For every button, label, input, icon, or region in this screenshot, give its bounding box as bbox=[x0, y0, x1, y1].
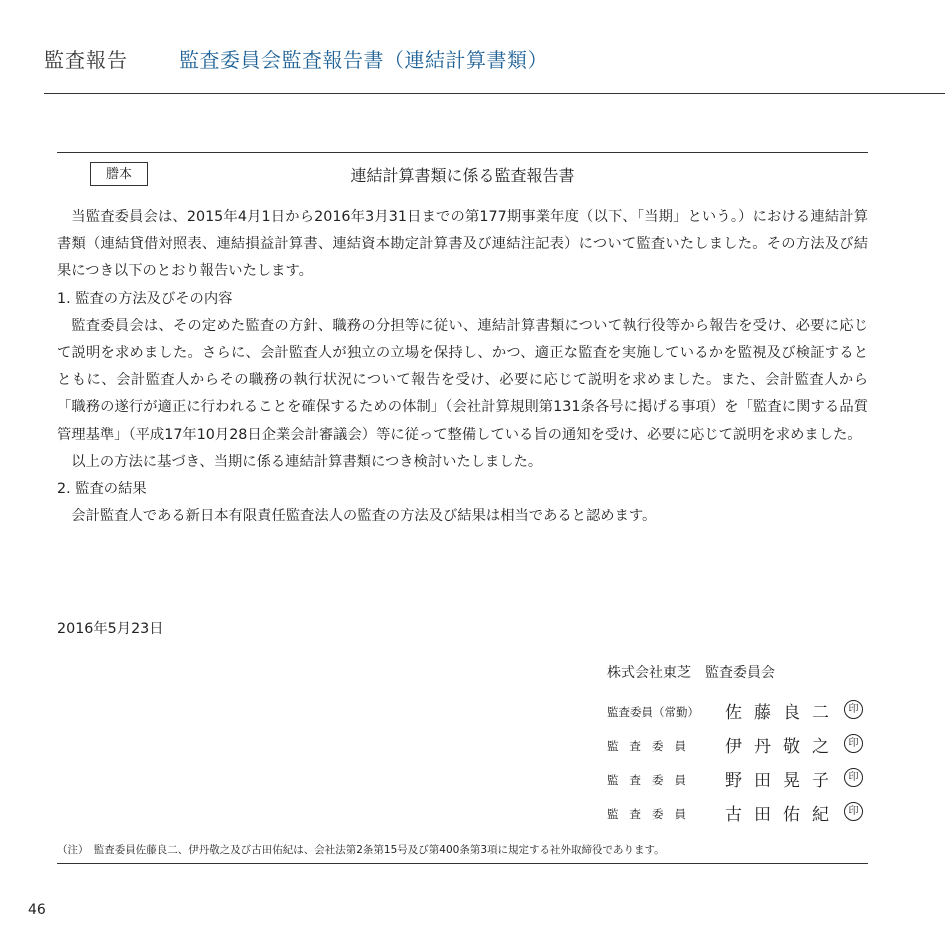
signer-row bbox=[607, 730, 877, 764]
section-heading-result: 2. 監査の結果 bbox=[57, 481, 147, 498]
seal-mark: 印 bbox=[844, 802, 863, 821]
page-header bbox=[44, 44, 904, 74]
committee-name: 株式会社東芝 監査委員会 bbox=[607, 665, 775, 681]
report-top-divider bbox=[57, 152, 868, 153]
report-date: 2016年5月23日 bbox=[57, 621, 164, 637]
signature-block bbox=[607, 696, 877, 832]
signer-row bbox=[607, 798, 877, 832]
report-bottom-divider bbox=[57, 863, 868, 864]
section-heading-method: 1. 監査の方法及びその内容 bbox=[57, 290, 233, 307]
seal-mark: 印 bbox=[844, 700, 863, 719]
signer-role: 監査委員 bbox=[607, 807, 697, 821]
signer-role: 監査委員（常勤） bbox=[607, 705, 699, 719]
signer-name: 佐藤良二 bbox=[725, 703, 841, 723]
section-label: 監査報告 bbox=[44, 48, 128, 72]
audit-report bbox=[57, 152, 868, 864]
signer-row bbox=[607, 696, 877, 730]
intro-paragraph: 当監査委員会は、2015年4月1日から2016年3月31日までの第177期事業年度（以下、「当期」という。）における連結計算書類（連結貸借対照表、連結損益計算書、連結資本勘定計算書及び連結注記表）について監査いたしました。その方法及び結果につき以下のとおり報告いたします。 bbox=[57, 209, 868, 280]
signer-role: 監査委員 bbox=[607, 773, 697, 787]
page-title: 監査委員会監査報告書（連結計算書類） bbox=[179, 48, 548, 72]
seal-mark: 印 bbox=[844, 734, 863, 753]
footnote: （注） 監査委員佐藤良二、伊丹敬之及び古田佑紀は、会社法第2条第15号及び第400条第3項に規定する社外取締役であります。 bbox=[57, 844, 665, 856]
header-divider bbox=[44, 93, 945, 94]
certified-copy-stamp: 謄本 bbox=[90, 162, 148, 186]
seal-mark: 印 bbox=[844, 768, 863, 787]
signer-name: 古田佑紀 bbox=[725, 805, 841, 825]
method-conclusion-paragraph: 以上の方法に基づき、当期に係る連結計算書類につき検討いたしました。 bbox=[71, 453, 543, 470]
method-paragraph: 監査委員会は、その定めた監査の方針、職務の分担等に従い、連結計算書類について執行役等から報告を受け、必要に応じて説明を求めました。さらに、会計監査人が独立の立場を保持し、かつ、適正な監査を実施しているかを監視及び検証するとともに、会計監査人からその職務の執行状況について報告を受け、必要に応じて説明を求めました。また、会計監査人から「職務の遂行が適正に行われることを確保するための体制」（会社計算規則第131条各号に掲げる事項）を「監査に関する品質管理基準」（平成17年10月28日企業会計審議会）等に従って整備している旨の通知を受け、必要に応じて説明を求めました。 bbox=[57, 317, 868, 443]
signer-row bbox=[607, 764, 877, 798]
signer-role: 監査委員 bbox=[607, 739, 697, 753]
report-title: 連結計算書類に係る監査報告書 bbox=[350, 166, 575, 185]
page-number: 46 bbox=[28, 902, 46, 918]
signer-name: 野田晃子 bbox=[725, 771, 841, 791]
signer-name: 伊丹敬之 bbox=[725, 737, 841, 757]
report-body bbox=[57, 204, 868, 530]
result-paragraph: 会計監査人である新日本有限責任監査法人の監査の方法及び結果は相当であると認めます。 bbox=[71, 508, 657, 525]
